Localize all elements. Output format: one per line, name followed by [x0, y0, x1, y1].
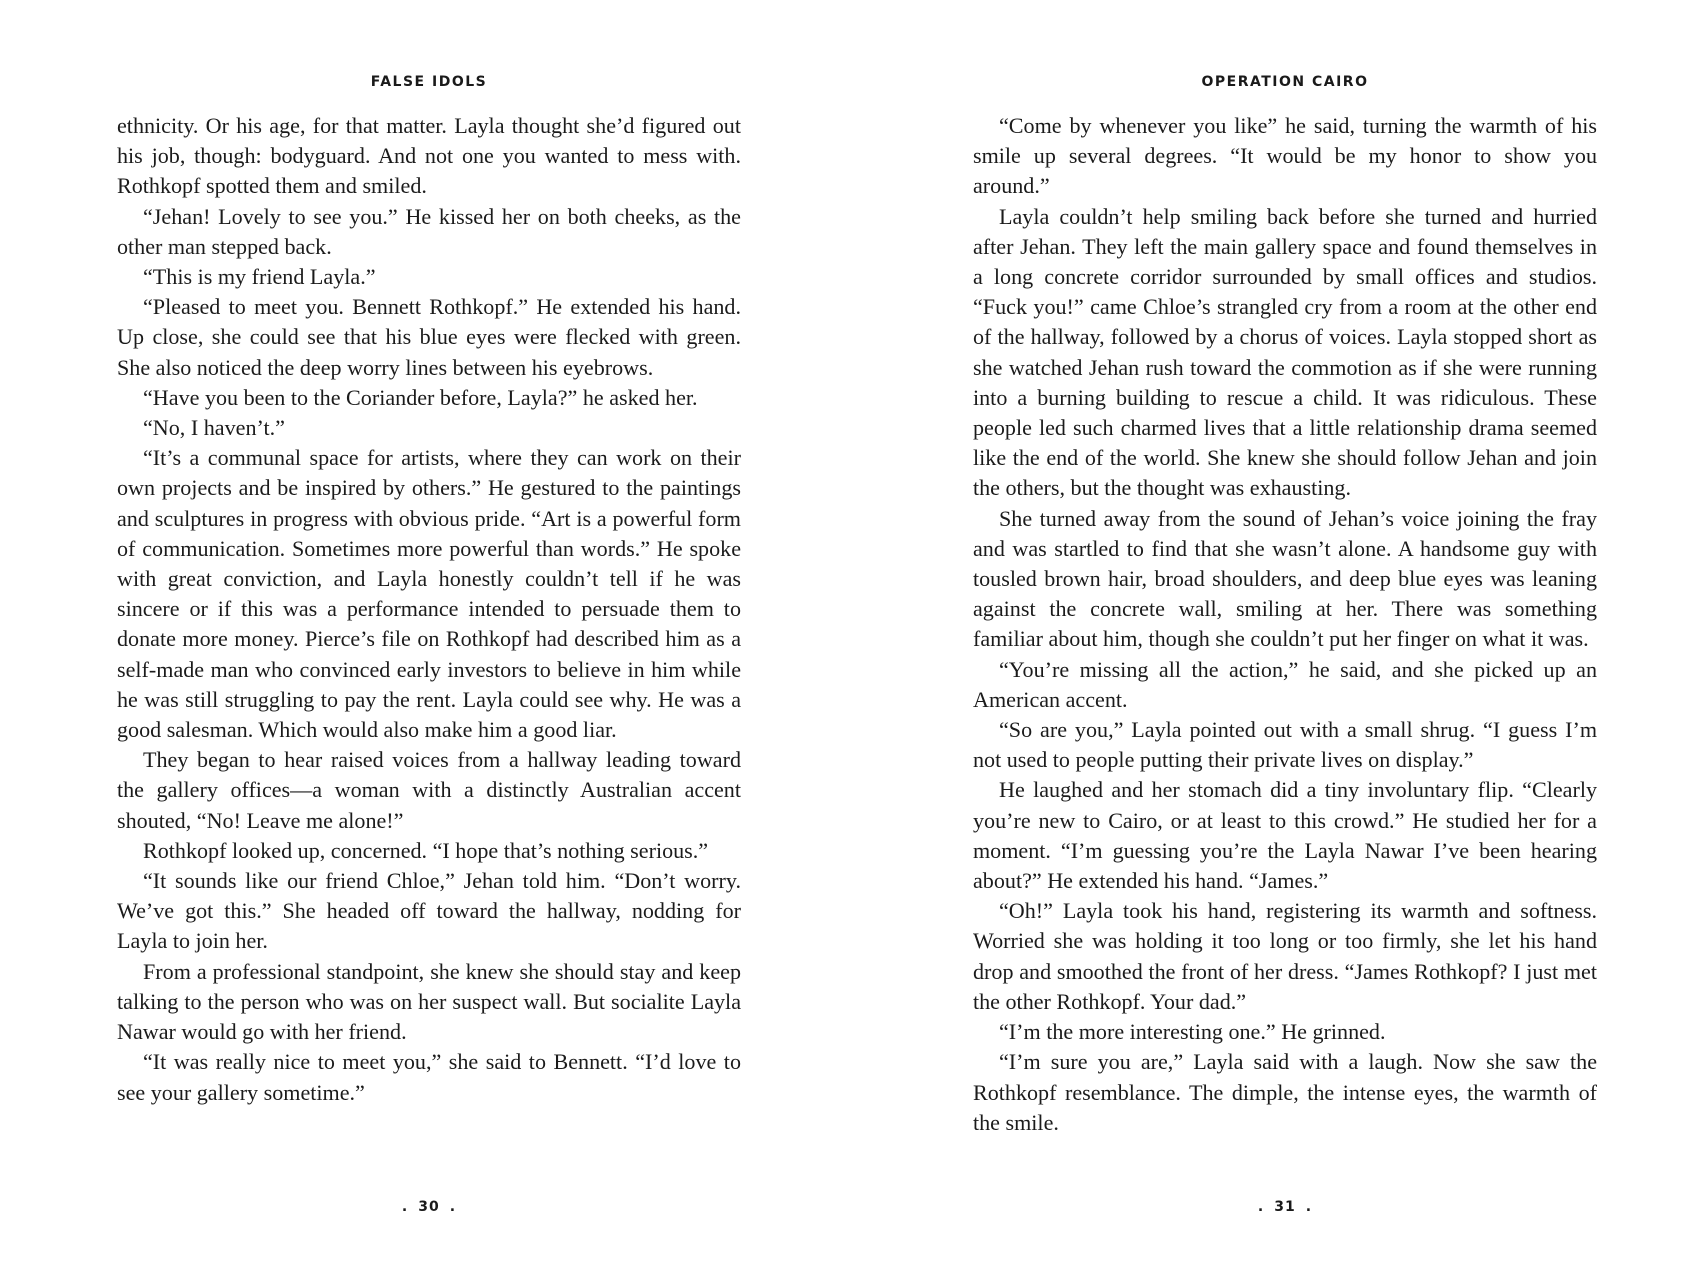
paragraph: She turned away from the sound of Jehan’s voice joining the fray and was startled to find that she wasn’t alone. A handsome guy with tousled brown hair, broad shoulders, and deep blue eyes was leaning against the concrete wall, smiling at her. There was something familiar about him, though she couldn’t put her finger on what it was.: [973, 505, 1597, 652]
page-number: [973, 1199, 1597, 1215]
left-page-body: [117, 111, 741, 1108]
paragraph: They began to hear raised voices from a hallway leading toward the gallery offices—a woman with a distinctly Australian accent shouted, “No! Leave me alone!”: [117, 747, 741, 833]
paragraph: “Have you been to the Coriander before, Layla?” he asked her.: [143, 384, 698, 410]
folio-dot: .: [401, 1199, 409, 1215]
paragraph: “No, I haven’t.”: [143, 415, 285, 441]
right-page-body: [973, 111, 1597, 1138]
paragraph: “I’m sure you are,” Layla said with a laugh. Now she saw the Rothkopf resemblance. The dimple, the intense eyes, the warmth of the smile.: [973, 1049, 1597, 1135]
running-head-book-title: FALSE IDOLS: [370, 74, 488, 90]
left-page: [117, 0, 741, 1275]
paragraph: “You’re missing all the action,” he said, and she picked up an American accent.: [973, 656, 1597, 712]
paragraph: From a professional standpoint, she knew she should stay and keep talking to the person who was on her suspect wall. But socialite Layla Nawar would go with her friend.: [117, 958, 741, 1045]
paragraph: “It was really nice to meet you,” she said to Bennett. “I’d love to see your gallery sometime.”: [117, 1049, 741, 1105]
paragraph: “Oh!” Layla took his hand, registering its warmth and softness. Worried she was holding it too long or too firmly, she let his hand drop and smoothed the front of her dress. “James Rothkopf? I just met the other Rothkopf. Your dad.”: [973, 898, 1597, 1014]
page-number-value: 30: [418, 1199, 440, 1215]
folio-dot: .: [449, 1199, 457, 1215]
paragraph: Rothkopf looked up, concerned. “I hope that’s nothing serious.”: [143, 837, 709, 863]
paragraph: “I’m the more interesting one.” He grinned.: [999, 1019, 1386, 1045]
paragraph: “So are you,” Layla pointed out with a small shrug. “I guess I’m not used to people putting their private lives on display.”: [973, 717, 1597, 773]
paragraph: “Jehan! Lovely to see you.” He kissed her on both cheeks, as the other man stepped back.: [117, 203, 741, 259]
paragraph: He laughed and her stomach did a tiny involuntary flip. “Clearly you’re new to Cairo, or at least to this crowd.” He studied her for a moment. “I’m guessing you’re the Layla Nawar I’ve been hearing about?” He extended his hand. “James.”: [973, 777, 1597, 894]
page-number-value: 31: [1274, 1199, 1296, 1215]
folio-dot: .: [1257, 1199, 1265, 1215]
paragraph: “Pleased to meet you. Bennett Rothkopf.” He extended his hand. Up close, she could see that his blue eyes were flecked with green. She also noticed the deep worry lines between his eyebrows.: [117, 294, 741, 380]
paragraph: “This is my friend Layla.”: [143, 264, 376, 290]
right-page: [973, 0, 1597, 1275]
paragraph: “It’s a communal space for artists, where they can work on their own projects and be inspired by others.” He gestured to the paintings and sculptures in progress with obvious pride. “Art is a powerful form of communication. Sometimes more powerful than words.” He spoke with great conviction, and Layla honestly couldn’t tell if he was sincere or if this was a performance intended to persuade them to donate more money. Pierce’s file on Rothkopf had described him as a self-made man who convinced early investors to believe in him while he was still struggling to pay the rent. Layla could see why. He was a good salesman. Which would also make him a good liar.: [117, 445, 741, 743]
paragraph: “It sounds like our friend Chloe,” Jehan told him. “Don’t worry. We’ve got this.” She headed off toward the hallway, nodding for Layla to join her.: [117, 868, 741, 954]
paragraph: Layla couldn’t help smiling back before she turned and hurried after Jehan. They left the main gallery space and found themselves in a long concrete corridor surrounded by small offices and studios. “Fuck you!” came Chloe’s strangled cry from a room at the other end of the hallway, followed by a chorus of voices. Layla stopped short as she watched Jehan rush toward the commotion as if she were running into a burning building to rescue a child. It was ridiculous. These people led such charmed lives that a little relationship drama seemed like the end of the world. She knew she should follow Jehan and join the others, but the thought was exhausting.: [973, 203, 1597, 501]
paragraph: ethnicity. Or his age, for that matter. Layla thought she’d figured out his job, though: bodyguard. And not one you wanted to mess with. Rothkopf spotted them and smiled.: [117, 113, 741, 199]
page-number: [117, 1199, 741, 1215]
running-head-chapter-title: OPERATION CAIRO: [1201, 74, 1369, 90]
folio-dot: .: [1305, 1199, 1313, 1215]
paragraph: “Come by whenever you like” he said, turning the warmth of his smile up several degrees. “It would be my honor to show you around.”: [973, 113, 1597, 199]
